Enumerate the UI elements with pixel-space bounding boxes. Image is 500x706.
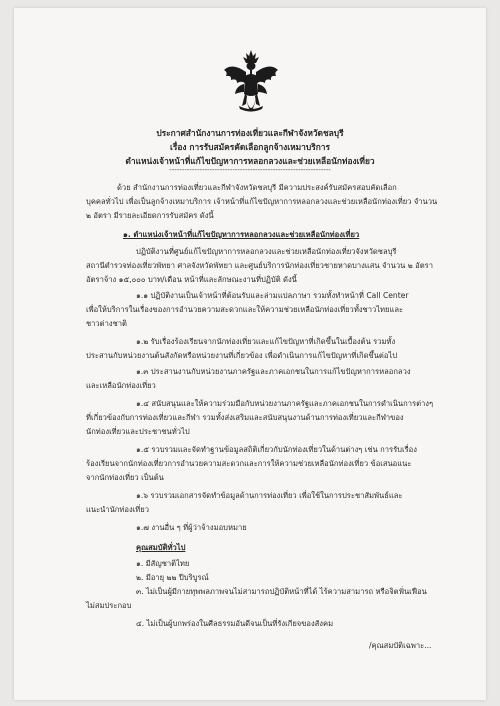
header-line-2: เรื่อง การรับสมัครคัดเลือกลูกจ้างเหมาบริการ — [170, 142, 330, 152]
header-line-3: ตำแหน่งเจ้าหน้าที่แก้ไขปัญหาการหลอกลวงและช่วยเหลือนักท่องเที่ยว — [125, 156, 375, 166]
duty-1-3-line-2: และเหลือนักท่องเที่ยว — [86, 381, 156, 390]
intro-line-1: ด้วย สำนักงานการท่องเที่ยวและกีฬาจังหวัดชลบุรี มีความประสงค์รับสมัครสอบคัดเลือก — [117, 183, 397, 192]
duty-1-6-line-2: แนะนำนักท่องเที่ยว — [86, 505, 149, 514]
duty-1-2-line-1: ๑.๒ รับเรื่องร้องเรียนจากนักท่องเที่ยวและแก้ไขปัญหาที่เกิดขึ้นในเบื้องต้น รวมทั้ง — [136, 337, 396, 346]
section-1-desc-3: อัตราจ้าง ๑๕,๐๐๐ บาท/เดือน หน้าที่และลักษณะงานที่ปฏิบัติ ดังนี้ — [86, 275, 297, 284]
duty-1-1-line-2: เพื่อให้บริการในเรื่องของการอำนวยความสะดวกและให้ความช่วยเหลือนักท่องเที่ยวทั้งชาวไทยและ — [86, 305, 404, 314]
qualification-1: ๑. มีสัญชาติไทย — [136, 559, 190, 568]
continuation-note: /คุณสมบัติเฉพาะ... — [369, 641, 432, 650]
duty-1-4-line-3: นักท่องเที่ยวและประชาชนทั่วไป — [86, 427, 190, 436]
document-page — [14, 8, 486, 700]
intro-line-2: บุคคลทั่วไป เพื่อเป็นลูกจ้างเหมาบริการ เจ้าหน้าที่แก้ไขปัญหาการหลอกลวงและช่วยเหลือนักท่องเที่ยว จำนวน — [86, 197, 438, 206]
duty-1-7: ๑.๗ งานอื่น ๆ ที่ผู้ว่าจ้างมอบหมาย — [136, 523, 247, 532]
duty-1-1-line-3: ชาวต่างชาติ — [86, 319, 127, 328]
duty-1-3-line-1: ๑.๓ ประสานงานกับหน่วยงานภาครัฐและภาคเอกชนในการแก้ไขปัญหาการหลอกลวง — [136, 367, 411, 376]
duty-1-1-line-1: ๑.๑ ปฏิบัติงานเป็นเจ้าหน้าที่ต้อนรับและล่ามแปลภาษา รวมทั้งทำหน้าที่ Call Center — [136, 291, 409, 300]
header-divider: ---------------------------------------------------------------- — [169, 166, 331, 174]
qualification-3-line-1: ๓. ไม่เป็นผู้มีกายทุพพลภาพจนไม่สามารถปฏิบัติหน้าที่ได้ ไร้ความสามารถ หรือจิตฟั่นเฟือน — [136, 587, 427, 596]
section-1-desc-1: ปฏิบัติงานที่ศูนย์แก้ไขปัญหาการหลอกลวงและช่วยเหลือนักท่องเที่ยวจังหวัดชลบุรี — [136, 247, 397, 256]
qualification-3-line-2: ไม่สมประกอบ — [86, 601, 132, 610]
intro-line-3: ๒ อัตรา มีรายละเอียดการรับสมัคร ดังนี้ — [86, 211, 214, 220]
qualification-4: ๔. ไม่เป็นผู้บกพร่องในศีลธรรมอันดีจนเป็นที่รังเกียจของสังคม — [136, 619, 334, 628]
qualification-2: ๒. มีอายุ ๒๒ ปีบริบูรณ์ — [136, 573, 209, 582]
section-1-desc-2: สถานีตำรวจท่องเที่ยวพัทยา ศาลจังหวัดพัทยา และศูนย์บริการนักท่องเที่ยวชายหาดบางแสน จำนวน ๒ อัตรา — [86, 261, 433, 270]
duty-1-4-line-2: ที่เกี่ยวข้องกับการท่องเที่ยวและกีฬา รวมทั้งส่งเสริมและสนับสนุนงานด้านการท่องเที่ยวและกีฬาของ — [86, 413, 404, 422]
duty-1-5-line-2: ร้องเรียนจากนักท่องเที่ยวการอำนวยความสะดวกและการให้ความช่วยเหลือนักท่องเที่ยว ข้อเสนอแนะ — [86, 459, 412, 468]
garuda-emblem-icon — [222, 48, 280, 120]
duty-1-5-line-3: จากนักท่องเที่ยว เป็นต้น — [86, 473, 164, 482]
duty-1-4-line-1: ๑.๔ สนับสนุนและให้ความร่วมมือกับหน่วยงานภาครัฐและภาคเอกชนในการดำเนินการต่างๆ — [136, 399, 434, 408]
duty-1-6-line-1: ๑.๖ รวบรวมเอกสารจัดทำข้อมูลด้านการท่องเที่ยว เพื่อใช้ในการประชาสัมพันธ์และ — [136, 491, 403, 500]
duty-1-5-line-1: ๑.๕ รวบรวมและจัดทำฐานข้อมูลสถิติเกี่ยวกับนักท่องเที่ยวในด้านต่างๆ เช่น การรับเรื่อง — [136, 445, 417, 454]
duty-1-2-line-2: ประสานกับหน่วยงานต้นสังกัดหรือหน่วยงานที่เกี่ยวข้อง เพื่อดำเนินการแก้ไขปัญหาที่เกิดขึ้นต่อไป — [86, 351, 398, 360]
section-1-heading: ๑. ตำแหน่งเจ้าหน้าที่แก้ไขปัญหาการหลอกลวงและช่วยเหลือนักท่องเที่ยว — [123, 230, 360, 239]
header-line-1: ประกาศสำนักงานการท่องเที่ยวและกีฬาจังหวัดชลบุรี — [156, 128, 344, 138]
qualifications-heading: คุณสมบัติทั่วไป — [136, 543, 186, 552]
